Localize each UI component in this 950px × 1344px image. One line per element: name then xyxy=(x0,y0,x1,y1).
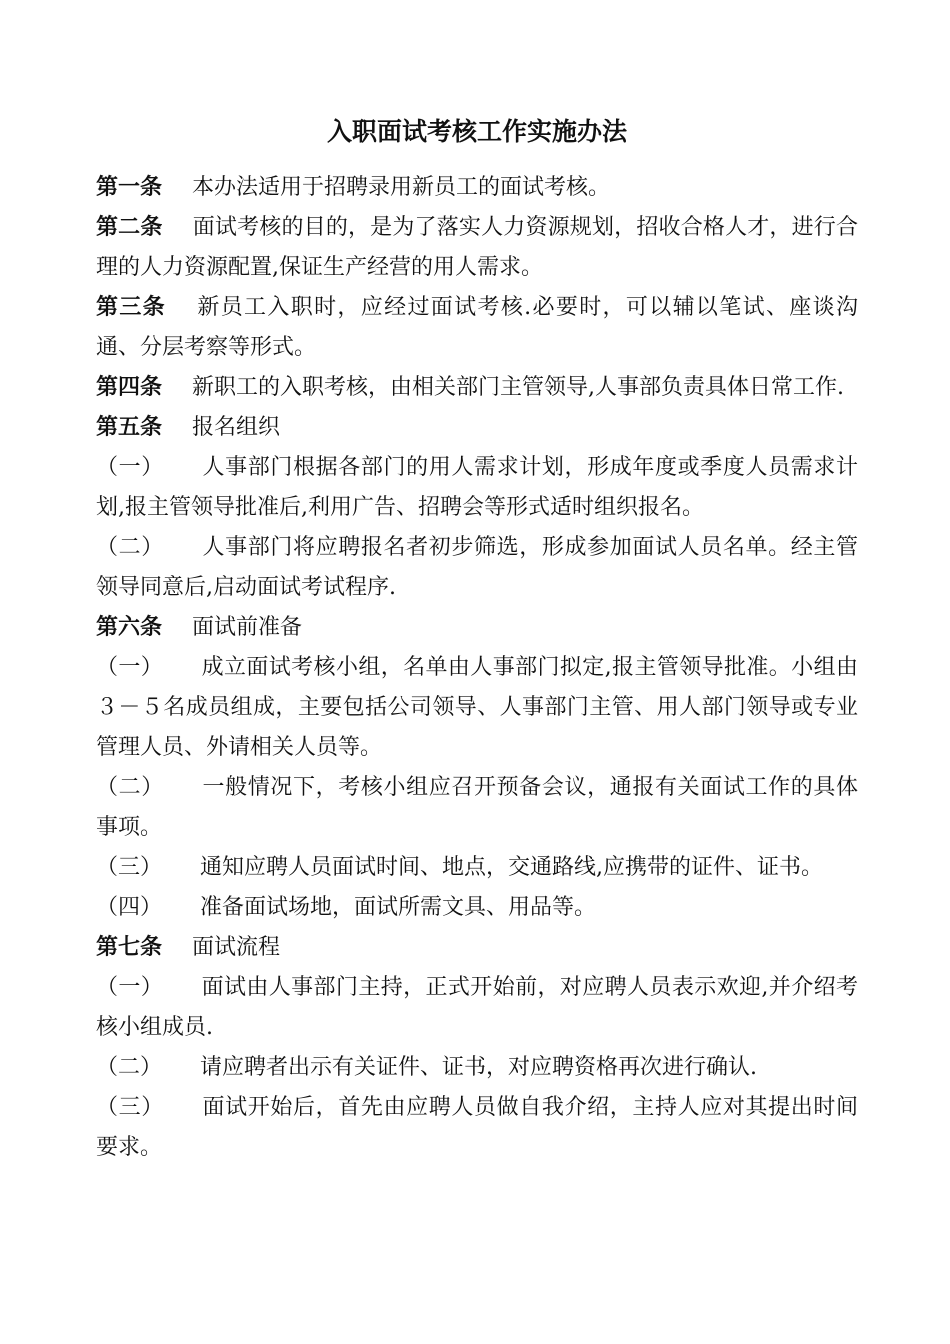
clause-6-1 xyxy=(96,648,858,768)
clause-text: 面试开始后，首先由应聘人员做自我介绍，主持人应对其提出时间要求。 xyxy=(96,1095,858,1160)
clause-text: 通知应聘人员面试时间、地点，交通路线,应携带的证件、证书。 xyxy=(200,855,824,880)
clause-label: （二） xyxy=(96,775,164,800)
clause-7-1 xyxy=(96,968,858,1048)
article-label: 第四条 xyxy=(96,375,163,400)
clause-text: 一般情况下，考核小组应召开预备会议，通报有关面试工作的具体事项。 xyxy=(96,775,858,840)
clause-text: 请应聘者出示有关证件、证书，对应聘资格再次进行确认. xyxy=(200,1055,758,1080)
article-1 xyxy=(96,168,858,208)
article-text: 新职工的入职考核，由相关部门主管领导,人事部负责具体日常工作. xyxy=(192,375,845,400)
article-label: 第七条 xyxy=(96,935,163,960)
article-text: 报名组织 xyxy=(192,415,281,440)
article-text: 面试前准备 xyxy=(192,615,303,640)
article-label: 第二条 xyxy=(96,215,163,240)
clause-text: 面试由人事部门主持，正式开始前，对应聘人员表示欢迎,并介绍考核小组成员. xyxy=(96,975,858,1040)
clause-label: （二） xyxy=(96,535,164,560)
article-text: 新员工入职时，应经过面试考核.必要时，可以辅以笔试、座谈沟通、分层考察等形式。 xyxy=(96,295,858,360)
clause-text: 人事部门将应聘报名者初步筛选，形成参加面试人员名单。经主管领导同意后,启动面试考试程序. xyxy=(96,535,858,600)
article-label: 第五条 xyxy=(96,415,163,440)
clause-5-1 xyxy=(96,448,858,528)
clause-label: （一） xyxy=(96,975,164,1000)
article-4 xyxy=(96,368,858,408)
article-text: 本办法适用于招聘录用新员工的面试考核。 xyxy=(192,175,611,200)
article-label: 第六条 xyxy=(96,615,163,640)
clause-6-4 xyxy=(96,888,858,928)
article-text: 面试考核的目的，是为了落实人力资源规划，招收合格人才，进行合理的人力资源配置,保证生产经营的用人需求。 xyxy=(96,215,858,280)
article-text: 面试流程 xyxy=(192,935,281,960)
clause-label: （一） xyxy=(96,455,164,480)
article-7 xyxy=(96,928,858,968)
clause-6-3 xyxy=(96,848,858,888)
clause-label: （一） xyxy=(96,655,164,680)
clause-label: （四） xyxy=(96,895,163,920)
clause-5-2 xyxy=(96,528,858,608)
article-label: 第一条 xyxy=(96,175,163,200)
clause-text: 人事部门根据各部门的用人需求计划，形成年度或季度人员需求计划,报主管领导批准后,利用广告、招聘会等形式适时组织报名。 xyxy=(96,455,858,520)
clause-label: （三） xyxy=(96,1095,164,1120)
clause-6-2 xyxy=(96,768,858,848)
article-6 xyxy=(96,608,858,648)
document-title: 入职面试考核工作实施办法 xyxy=(326,117,627,146)
clause-text: 成立面试考核小组，名单由人事部门拟定,报主管领导批准。小组由３－５名成员组成，主要包括公司领导、人事部门主管、用人部门领导或专业管理人员、外请相关人员等。 xyxy=(96,655,858,760)
article-label: 第三条 xyxy=(96,295,167,320)
clause-7-2 xyxy=(96,1048,858,1088)
article-5 xyxy=(96,408,858,448)
clause-label: （三） xyxy=(96,855,163,880)
article-3 xyxy=(96,288,858,368)
article-2 xyxy=(96,208,858,288)
clause-label: （二） xyxy=(96,1055,163,1080)
clause-text: 准备面试场地，面试所需文具、用品等。 xyxy=(200,895,597,920)
clause-7-3 xyxy=(96,1088,858,1168)
